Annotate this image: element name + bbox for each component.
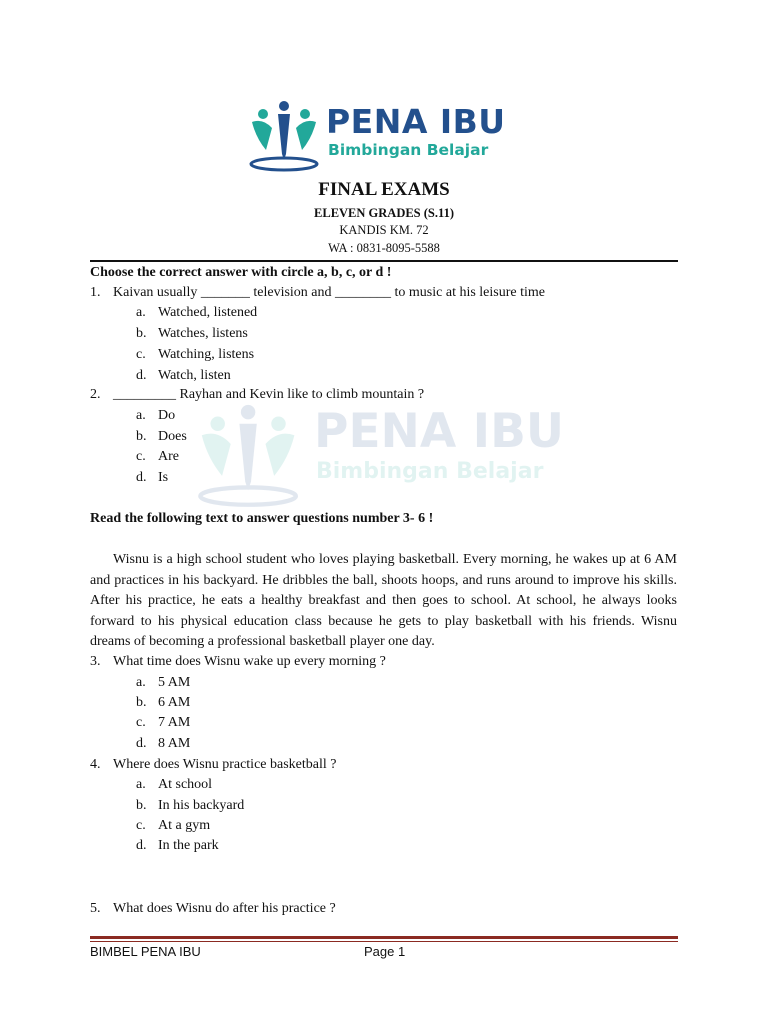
option-text: Watch, listen xyxy=(158,368,231,383)
option-letter: c. xyxy=(136,347,146,362)
option-letter: b. xyxy=(136,798,147,813)
logo xyxy=(248,98,523,176)
footer-divider-thin xyxy=(90,941,678,942)
option-text: Watched, listened xyxy=(158,305,258,320)
exam-contact: WA : 0831-8095-5588 xyxy=(328,241,440,255)
option-text: 7 AM xyxy=(158,715,191,730)
question-text: Where does Wisnu practice basketball ? xyxy=(113,757,337,772)
option-letter: d. xyxy=(136,368,147,383)
exam-subtitle: ELEVEN GRADES (S.11) xyxy=(314,206,454,220)
watermark-logo-icon xyxy=(196,398,306,516)
option-letter: b. xyxy=(136,429,147,444)
option-letter: c. xyxy=(136,818,146,833)
question-text: What time does Wisnu wake up every morning ? xyxy=(113,654,386,669)
option-text: Does xyxy=(158,429,187,444)
option-text: At a gym xyxy=(158,818,211,833)
option-text: Watches, listens xyxy=(158,326,248,341)
option-letter: a. xyxy=(136,408,146,423)
option-letter: b. xyxy=(136,326,147,341)
watermark xyxy=(196,398,596,518)
page-number: Page 1 xyxy=(364,944,406,959)
option-text: In his backyard xyxy=(158,798,245,813)
question-text: _________ Rayhan and Kevin like to climb mountain ? xyxy=(113,387,425,402)
reading-passage: Wisnu is a high school student who loves playing basketball. Every morning, he wakes up at 6 AM and practices in his backyard. He dribbles the ball, shoots hoops, and runs around to improve his skills. After his practice, he eats a healthy breakfast and then goes to school. At school, he always looks forward to his physical education class because he gets to play basketball with his friends. Wisnu dreams of becoming a professional basketball player one day. xyxy=(90,552,677,649)
option-letter: d. xyxy=(136,736,147,751)
question-number: 1. xyxy=(90,285,101,300)
option-text: Do xyxy=(158,408,176,423)
section1-instruction: Choose the correct answer with circle a, b, c, or d ! xyxy=(90,265,392,280)
option-letter: a. xyxy=(136,777,146,792)
option-letter: b. xyxy=(136,695,147,710)
header-divider xyxy=(90,260,678,262)
option-letter: d. xyxy=(136,470,147,485)
option-letter: a. xyxy=(136,675,146,690)
option-text: At school xyxy=(158,777,213,792)
option-text: 5 AM xyxy=(158,675,191,690)
footer-divider xyxy=(90,936,678,939)
question-number: 4. xyxy=(90,757,101,772)
option-text: Watching, listens xyxy=(158,347,255,362)
exam-address: KANDIS KM. 72 xyxy=(339,223,429,237)
option-text: Are xyxy=(158,449,179,464)
option-letter: c. xyxy=(136,449,146,464)
question-text: What does Wisnu do after his practice ? xyxy=(113,901,336,916)
option-text: 6 AM xyxy=(158,695,191,710)
option-text: Is xyxy=(158,470,169,485)
question-number: 3. xyxy=(90,654,101,669)
option-letter: d. xyxy=(136,838,147,853)
question-number: 2. xyxy=(90,387,101,402)
logo-tagline: Bimbingan Belajar xyxy=(328,141,489,159)
question-number: 5. xyxy=(90,901,101,916)
question-text: Kaivan usually _______ television and ________ to music at his leisure time xyxy=(113,285,545,300)
exam-title: FINAL EXAMS xyxy=(318,179,450,200)
option-text: In the park xyxy=(158,838,219,853)
option-letter: c. xyxy=(136,715,146,730)
pena-ibu-logo-icon xyxy=(248,98,324,176)
footer-label: BIMBEL PENA IBU xyxy=(90,944,201,959)
section2-instruction: Read the following text to answer questions number 3- 6 ! xyxy=(90,511,434,526)
watermark-name: PENA IBU xyxy=(314,404,565,459)
logo-name: PENA IBU xyxy=(326,102,506,141)
option-letter: a. xyxy=(136,305,146,320)
watermark-tagline: Bimbingan Belajar xyxy=(316,459,544,484)
option-text: 8 AM xyxy=(158,736,191,751)
